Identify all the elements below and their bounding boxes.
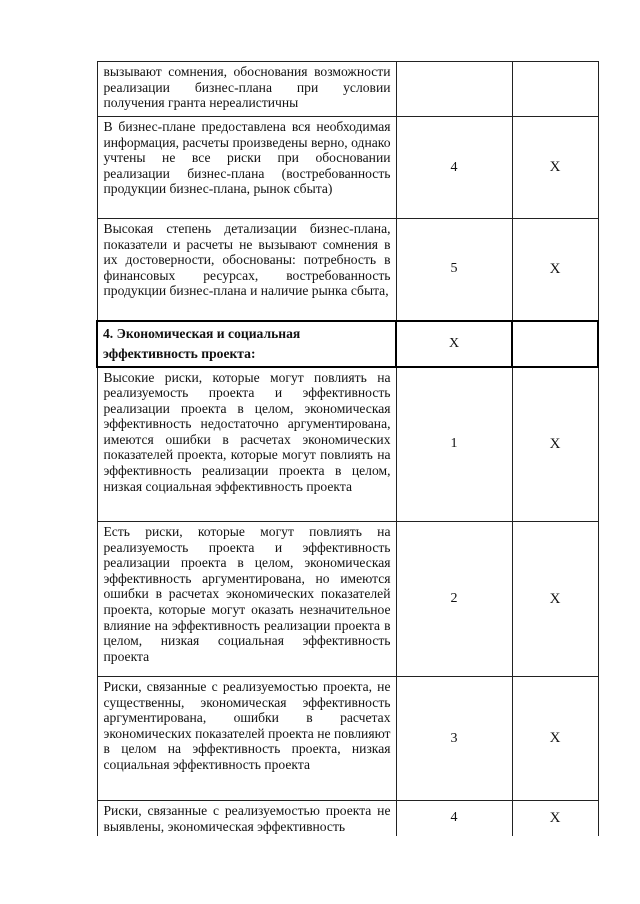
criterion-mark: X xyxy=(512,219,598,321)
section-header-row xyxy=(97,321,598,367)
criterion-description: Риски, связанные с реализуемостью проекта, не существенны, экономическая эффективность аргументирована, ошибки в расчетах экономических показателей проекта не повлияют в целом на эффективность проекта, низкая социальная эффективность проекта xyxy=(97,677,396,801)
criterion-description: В бизнес-плане предоставлена вся необходимая информация, расчеты произведены верно, однако учтены не все риски при обосновании реализации бизнес-плана (востребованность продукции бизнес-плана, рынок сбыта) xyxy=(97,117,396,219)
criterion-description: Высокая степень детализации бизнес-плана, показатели и расчеты не вызывают сомнения в их достоверности, обоснованы: потребность в финансовых ресурсах, востребованность продукции бизнес-плана и наличие рынка сбыта, xyxy=(97,219,396,321)
criterion-score: 1 xyxy=(396,367,512,522)
criterion-score: 2 xyxy=(396,522,512,677)
criterion-score: 4 xyxy=(396,117,512,219)
table-row xyxy=(97,62,598,117)
criterion-mark xyxy=(512,62,598,117)
table-row xyxy=(97,219,598,321)
table-row xyxy=(97,117,598,219)
section-title: 4. Экономическая и социальная эффективность проекта: xyxy=(97,321,396,367)
criterion-mark: X xyxy=(512,367,598,522)
table-row xyxy=(97,522,598,677)
criterion-score: 3 xyxy=(396,677,512,801)
criterion-description: Высокие риски, которые могут повлиять на реализуемость проекта и эффективность реализации проекта в целом, экономическая эффективность недостаточно аргументирована, имеются ошибки в расчетах экономических показателей проекта, которые могут повлиять на эффективность реализации проекта в целом, низкая социальная эффективность проекта xyxy=(97,367,396,522)
criterion-score: 5 xyxy=(396,219,512,321)
criterion-mark: X xyxy=(512,801,598,836)
table-row xyxy=(97,677,598,801)
table-row xyxy=(97,801,598,836)
section-mark xyxy=(512,321,598,367)
criterion-description: вызывают сомнения, обоснования возможности реализации бизнес-плана при условии получения гранта нереалистичны xyxy=(97,62,396,117)
criterion-mark: X xyxy=(512,117,598,219)
criterion-score xyxy=(396,62,512,117)
section-score: X xyxy=(396,321,512,367)
criterion-description: Есть риски, которые могут повлиять на реализуемость проекта и эффективность реализации проекта в целом, экономическая эффективность аргументирована, но имеются ошибки в расчетах экономических показателей проекта, которые могут оказать незначительное влияние на эффективность реализации проекта в целом, низкая социальная эффективность проекта xyxy=(97,522,396,677)
table-row xyxy=(97,367,598,522)
criterion-description: Риски, связанные с реализуемостью проекта не выявлены, экономическая эффективность xyxy=(97,801,396,836)
criterion-mark: X xyxy=(512,677,598,801)
criteria-table xyxy=(96,61,599,836)
criterion-mark: X xyxy=(512,522,598,677)
criterion-score: 4 xyxy=(396,801,512,836)
